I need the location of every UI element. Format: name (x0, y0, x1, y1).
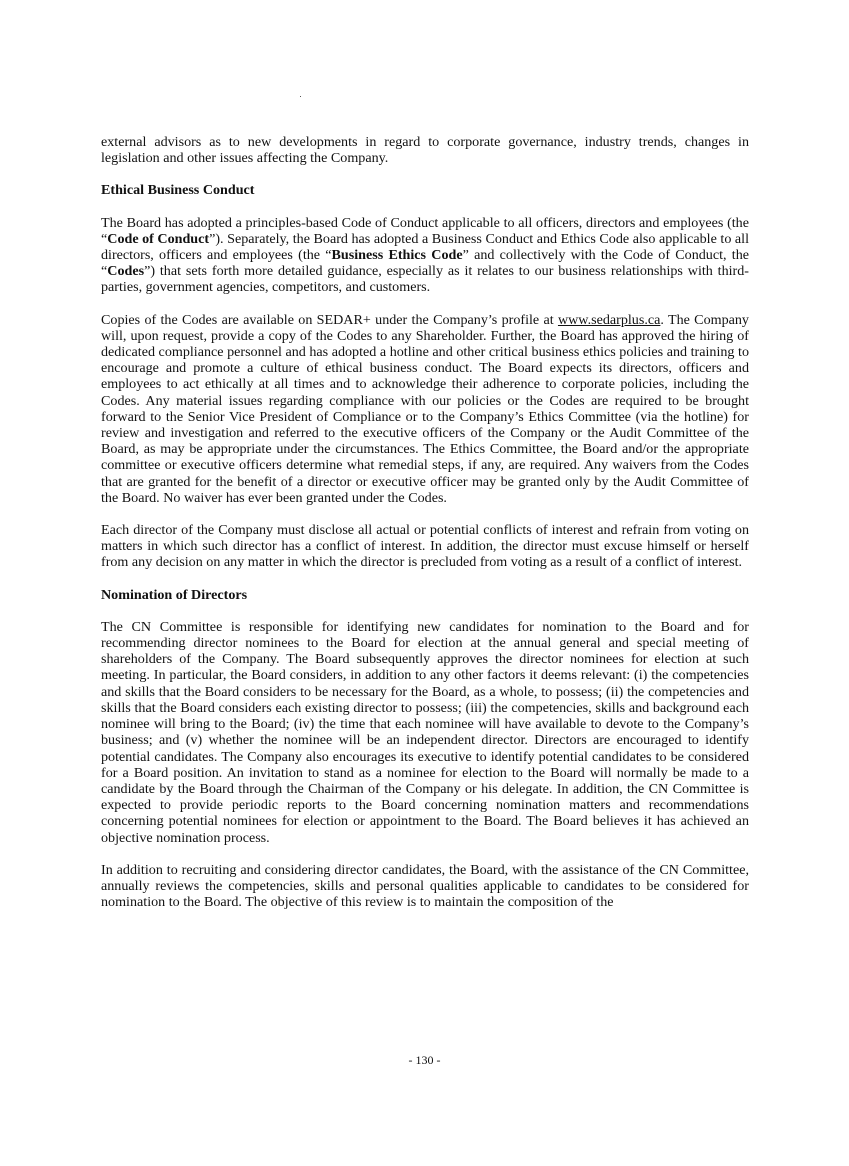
text-run: . The Company will, upon request, provide a copy of the Codes to any Shareholder. Further, the Board has approved the hiring of dedicated compliance personnel and has adopted a hotline and other critical business ethics policies and training to encourage and promote a culture of ethical business conduct. The Board expects its directors, officers and employees to act ethically at all times and to acknowledge their adherence to corporate policies, including the Codes. Any material issues regarding compliance with our policies or the Codes are required to be brought forward to the Senior Vice President of Compliance or to the Company’s Ethics Committee (via the hotline) for review and investigation and referred to the executive officers of the Company or the Audit Committee of the Board, as may be appropriate under the circumstances. The Ethics Committee, the Board and/or the appropriate committee or executive officers determine what remedial steps, if any, are required. Any waivers from the Codes that are granted for the benefit of a director or executive officer may be granted only by the Audit Committee of the Board. No waiver has ever been granted under the Codes. (101, 311, 749, 506)
defined-term: Codes (107, 263, 145, 280)
page-number: - 130 - (408, 1053, 441, 1067)
text-run: The Board has adopted a principles-based Code of Conduct applicable to all officers, directors and employees (the “ (101, 214, 749, 247)
stray-mark (300, 96, 301, 97)
defined-term: Business Ethics Code (331, 247, 463, 264)
nomination-paragraph-review: In addition to recruiting and considering director candidates, the Board, with the assistance of the CN Committee, annually reviews the competencies, skills and personal qualities applicable to candidates to be considered for nomination to the Board. The objective of this review is to maintain the composition of the (101, 861, 749, 911)
nomination-heading: Nomination of Directors (101, 586, 248, 603)
ethics-paragraph-codes (101, 215, 749, 296)
defined-term: Code of Conduct (107, 230, 210, 247)
ethics-heading: Ethical Business Conduct (101, 182, 255, 199)
intro-paragraph: external advisors as to new developments in regard to corporate governance, industry trends, changes in legislation and other issues affecting the Company. (101, 134, 749, 167)
text-run: ”). Separately, the Board has adopted a Business Conduct and Ethics Code also applicable to all directors, officers and employees (the “ (101, 230, 749, 264)
text-run: ”) that sets forth more detailed guidance, especially as it relates to our business relationships with third-parties, government agencies, competitors, and customers. (101, 263, 749, 296)
document-body (101, 134, 749, 910)
ethics-paragraph-conflicts: Each director of the Company must disclose all actual or potential conflicts of interest and refrain from voting on matters in which such director has a conflict of interest. In addition, the director must excuse himself or herself from any decision on any matter in which the director is precluded from voting as a result of a conflict of interest. (101, 522, 749, 571)
sedar-link[interactable]: www.sedarplus.ca (557, 311, 661, 328)
nomination-paragraph-process: The CN Committee is responsible for identifying new candidates for nomination to the Board and for recommending director nominees to the Board for election at the annual general and special meeting of shareholders of the Company. The Board subsequently approves the director nominees for election at such meeting. In particular, the Board considers, in addition to any other factors it deems relevant: (i) the competencies and skills that the Board considers to be necessary for the Board, as a whole, to possess; (ii) the competencies and skills that the Board considers each existing director to possess; (iii) the competencies, skills and background each nominee will bring to the Board; (iv) the time that each nominee will have available to devote to the Company’s business; and (v) whether the nominee will be an independent director. Directors are encouraged to identify potential candidates. The Company also encourages its executive to identify potential candidates to be considered for a Board position. An invitation to stand as a nominee for election to the Board will normally be made to a candidate by the Board through the Chairman of the Company or his delegate. In addition, the CN Committee is expected to provide periodic reports to the Board concerning nomination matters and recommendations concerning potential nominees for election or appointment to the Board. The Board believes it has achieved an objective nomination process. (101, 618, 749, 846)
ethics-paragraph-availability (101, 312, 749, 506)
text-run: Copies of the Codes are available on SEDAR+ under the Company’s profile at (101, 311, 558, 328)
text-run: ” and collectively with the Code of Conduct, the “ (101, 247, 749, 280)
